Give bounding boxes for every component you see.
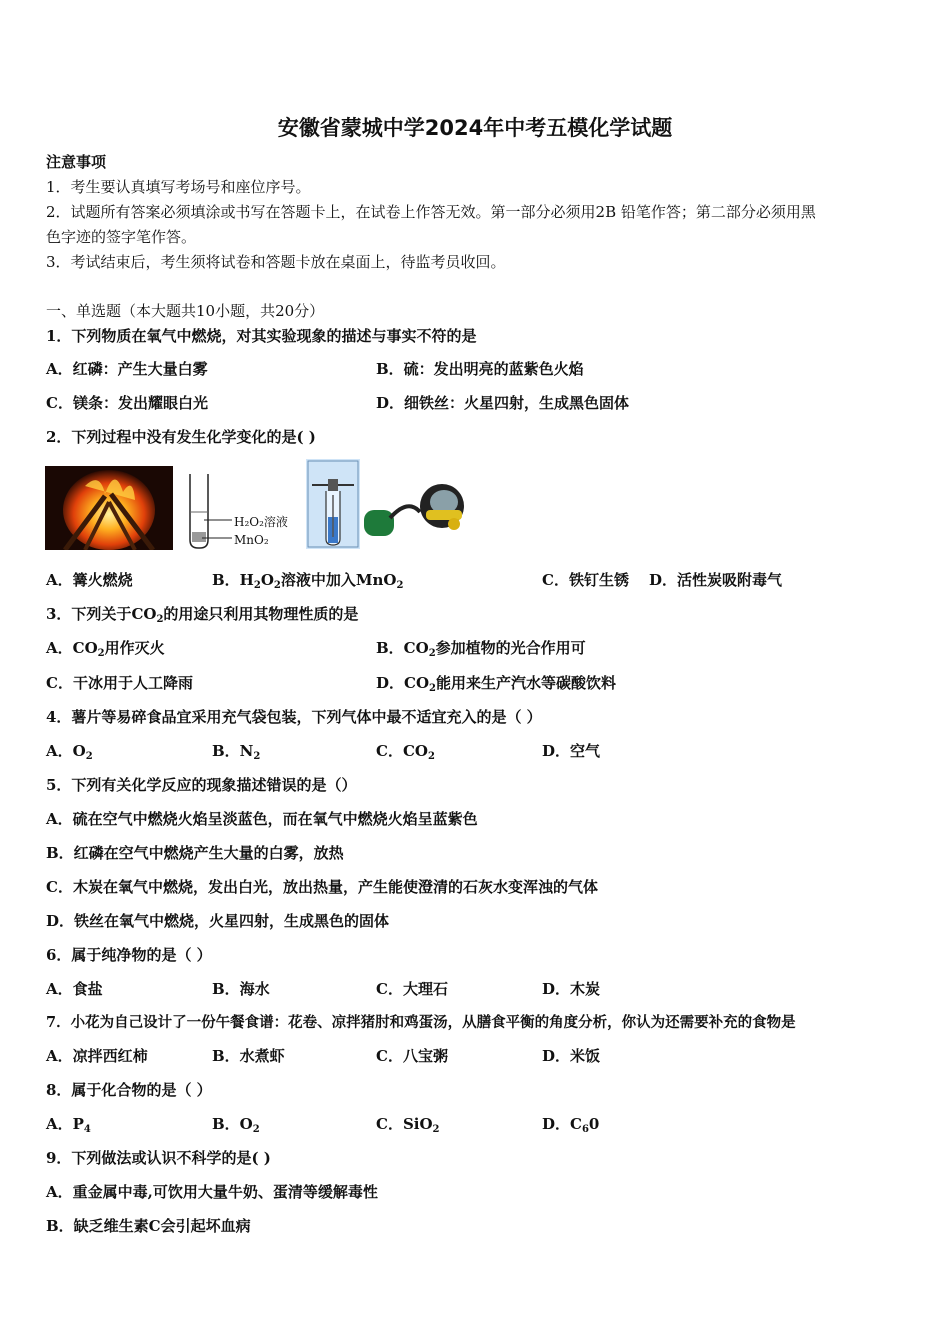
option-b xyxy=(212,570,403,590)
option-a: A．篝火燃烧 xyxy=(46,571,133,589)
option-d-post: 能用来生产汽水等碳酸饮料 xyxy=(435,674,616,692)
image-label-mno2: MnO₂ xyxy=(234,533,269,547)
subscript: 6 xyxy=(581,1124,589,1135)
page-title: 安徽省蒙城中学2024年中考五模化学试题 xyxy=(277,116,673,140)
option-b: B．水煮虾 xyxy=(212,1047,285,1065)
option-d: D．空气 xyxy=(542,742,601,760)
subscript: 2 xyxy=(396,580,404,591)
option-d: D．细铁丝：火星四射，生成黑色固体 xyxy=(376,394,630,412)
option-d xyxy=(542,1114,599,1134)
option-c: C．铁钉生锈 xyxy=(542,571,629,589)
option-a-pre: A．CO xyxy=(46,639,98,657)
option-a xyxy=(46,638,165,658)
option-a xyxy=(46,1114,91,1134)
option-b: B．缺乏维生素C会引起坏血病 xyxy=(46,1217,251,1235)
option-b-suffix: 溶液中加入MnO xyxy=(280,571,397,589)
option-a xyxy=(46,741,93,761)
option-c xyxy=(376,1114,440,1134)
image-label-h2o2: H₂O₂溶液 xyxy=(234,515,288,529)
option-b-prefix: B．H xyxy=(212,571,254,589)
option-a-text: A．O xyxy=(46,742,86,760)
option-d: D．木炭 xyxy=(542,980,601,998)
subscript: 2 xyxy=(429,683,436,694)
option-a: A．红磷：产生大量白雾 xyxy=(46,360,208,378)
notice-item: 色字迹的签字笔作答。 xyxy=(46,228,197,246)
option-d-post: 0 xyxy=(588,1115,600,1133)
option-b-post: 参加植物的光合作用可 xyxy=(435,639,586,657)
question-stem: 1．下列物质在氧气中燃烧，对其实验现象的描述与事实不符的是 xyxy=(46,327,477,345)
option-b-text: B．O xyxy=(212,1115,253,1133)
option-b xyxy=(212,741,260,761)
option-b: B．硫：发出明亮的蓝紫色火焰 xyxy=(376,360,584,378)
subscript: 2 xyxy=(253,751,261,762)
option-b: B．海水 xyxy=(212,980,270,998)
option-c xyxy=(376,741,435,761)
bonfire-image xyxy=(45,466,173,550)
option-c-text: C．SiO xyxy=(376,1115,433,1133)
option-a: A．硫在空气中燃烧火焰呈淡蓝色，而在氧气中燃烧火焰呈蓝紫色 xyxy=(46,810,478,828)
option-a-post: 用作灭火 xyxy=(104,639,165,657)
notice-item: 3．考试结束后，考生须将试卷和答题卡放在桌面上，待监考员收回。 xyxy=(46,253,506,271)
question-stem: 7．小花为自己设计了一份午餐食谱：花卷、凉拌猪肘和鸡蛋汤，从膳食平衡的角度分析，你认为还需要补充的食物是 xyxy=(46,1014,796,1031)
question-stem: 4．薯片等易碎食品宜采用充气袋包装，下列气体中最不适宜充入的是（ ） xyxy=(46,708,542,726)
subscript: 2 xyxy=(85,751,93,762)
option-d: D．活性炭吸附毒气 xyxy=(649,571,783,589)
subscript: 4 xyxy=(83,1124,91,1135)
subscript: 2 xyxy=(432,1124,440,1135)
option-d-pre: D．CO xyxy=(376,674,430,692)
option-b-text: B．N xyxy=(212,742,254,760)
option-c: C．大理石 xyxy=(376,980,448,998)
subscript: 2 xyxy=(428,648,436,659)
notice-item: 1．考生要认真填写考场号和座位序号。 xyxy=(46,178,311,196)
question-stem: 8．属于化合物的是（ ） xyxy=(46,1081,212,1099)
option-b xyxy=(212,1114,260,1134)
question-stem: 6．属于纯净物的是（ ） xyxy=(46,946,212,964)
notice-item: 2．试题所有答案必须填涂或书写在答题卡上，在试卷上作答无效。第一部分必须用2B 铅笔作答；第二部分必须用黑 xyxy=(46,203,816,221)
stem-pre: 3．下列关于CO xyxy=(46,605,157,623)
option-a-text: A．P xyxy=(46,1115,84,1133)
question-stem: 2．下列过程中没有发生化学变化的是( ) xyxy=(46,428,316,446)
option-d: D．米饭 xyxy=(542,1047,601,1065)
option-a: A．重金属中毒,可饮用大量牛奶、蛋清等缓解毒性 xyxy=(46,1183,378,1201)
gas-mask-image xyxy=(360,478,470,542)
subscript: 2 xyxy=(156,614,164,625)
subscript: 2 xyxy=(273,580,281,591)
question-stem: 9．下列做法或认识不科学的是( ) xyxy=(46,1149,271,1167)
option-b-mid: O xyxy=(260,571,274,589)
stem-post: 的用途只利用其物理性质的是 xyxy=(163,605,359,623)
notice-heading: 注意事项 xyxy=(46,153,107,171)
subscript: 2 xyxy=(252,1124,260,1135)
option-d: D．铁丝在氧气中燃烧，火星四射，生成黑色的固体 xyxy=(46,912,390,930)
option-b: B．红磷在空气中燃烧产生大量的白雾，放热 xyxy=(46,844,344,862)
option-a: A．凉拌西红柿 xyxy=(46,1047,148,1065)
subscript: 2 xyxy=(253,580,261,591)
option-c: C．镁条：发出耀眼白光 xyxy=(46,394,208,412)
option-d-text: D．C xyxy=(542,1115,582,1133)
subscript: 2 xyxy=(97,648,105,659)
subscript: 2 xyxy=(427,751,435,762)
option-c: C．木炭在氧气中燃烧，发出白光，放出热量，产生能使澄清的石灰水变浑浊的气体 xyxy=(46,878,598,896)
option-b-pre: B．CO xyxy=(376,639,429,657)
question-stem xyxy=(46,604,358,624)
option-c: C．干冰用于人工降雨 xyxy=(46,674,193,692)
option-d xyxy=(376,673,616,693)
question-stem: 5．下列有关化学反应的现象描述错误的是（） xyxy=(46,776,357,794)
option-c-text: C．CO xyxy=(376,742,428,760)
option-c: C．八宝粥 xyxy=(376,1047,448,1065)
option-b xyxy=(376,638,586,658)
nail-rust-image xyxy=(306,459,360,549)
section-heading: 一、单选题（本大题共10小题，共20分） xyxy=(46,302,325,320)
option-a: A．食盐 xyxy=(46,980,103,998)
